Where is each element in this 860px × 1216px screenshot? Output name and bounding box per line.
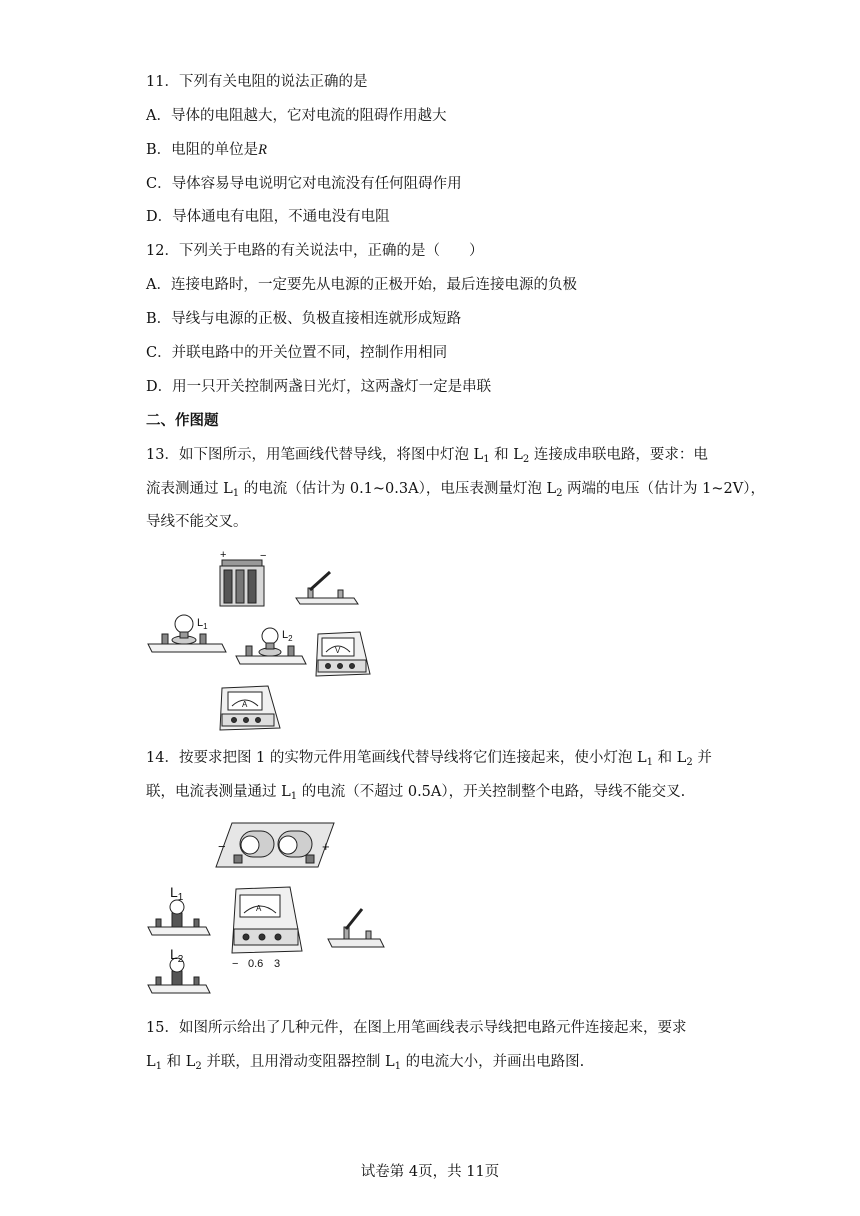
q12-option-d: D．用一只开关控制两盏日光灯，这两盏灯一定是串联: [146, 379, 492, 395]
ammeter-terminal-minus: −: [232, 958, 239, 970]
lamp-l1-label: $L_1$: [170, 884, 184, 903]
lamp-l1-icon: [148, 615, 226, 652]
q13-figure: [140, 548, 380, 738]
battery-pack-icon: [216, 823, 334, 867]
q14-line-2: 联，电流表测量通过 $L_1$ 的电流（不超过 0.5A），开关控制整个电路，导线不能交叉.: [146, 784, 686, 802]
q12-option-a: A．连接电路时，一定要先从电源的正极开始，最后连接电源的负极: [146, 277, 577, 293]
ammeter-icon: [220, 686, 280, 730]
q11-option-b: B．电阻的单位是R: [146, 142, 268, 158]
battery-minus-label: −: [260, 550, 267, 562]
page-footer: 试卷第 4页，共 11页: [360, 1164, 500, 1180]
battery-icon: [220, 560, 264, 606]
lamp-l2-label: $L_2$: [170, 946, 184, 965]
q14-figure: [140, 815, 390, 1005]
q15-line-1: 15．如图所示给出了几种元件，在图上用笔画线表示导线把电路元件连接起来，要求: [146, 1020, 687, 1036]
q13-line-2: 流表测通过 $L_1$ 的电流（估计为 0.1~0.3A），电压表测量灯泡 $L_2$ 两端的电压（估计为 1~2V），: [146, 481, 765, 499]
lamp-l2-label: $L_2$: [282, 629, 293, 643]
q14-line-1: 14．按要求把图 1 的实物元件用笔画线代替导线将它们连接起来，使小灯泡 $L_1$ 和 $L_2$ 并: [146, 750, 712, 768]
q12-stem: 12．下列关于电路的有关说法中，正确的是（ ）: [146, 243, 484, 259]
ammeter-icon: [232, 887, 302, 953]
ammeter-label: A: [256, 904, 262, 913]
q13-line-1: 13．如下图所示，用笔画线代替导线，将图中灯泡 $L_1$ 和 $L_2$ 连接成串联电路，要求：电: [146, 447, 708, 465]
battery-pack-minus-label: −: [218, 839, 226, 854]
q12-option-c: C．并联电路中的开关位置不同，控制作用相同: [146, 345, 448, 361]
switch-icon: [328, 909, 384, 947]
switch-icon: [296, 572, 358, 604]
q11-option-d: D．导体通电有电阻，不通电没有电阻: [146, 209, 390, 225]
lamp-l2-icon: [236, 628, 306, 664]
q11-option-a: A．导体的电阻越大，它对电流的阻碍作用越大: [146, 108, 447, 124]
lamp-l1-label: $L_1$: [197, 617, 208, 631]
lamp-l1-icon: [148, 900, 210, 935]
voltmeter-label: V: [335, 646, 341, 655]
battery-plus-label: +: [220, 549, 227, 561]
q11-option-c: C．导体容易导电说明它对电流没有任何阻碍作用: [146, 176, 462, 192]
q11-stem: 11．下列有关电阻的说法正确的是: [146, 74, 368, 90]
section-heading: 二、作图题: [146, 413, 219, 429]
ammeter-terminal-0-6: 0.6: [248, 958, 264, 970]
q12-option-b: B．导线与电源的正极、负极直接相连就形成短路: [146, 311, 462, 327]
ammeter-label: A: [242, 700, 248, 709]
q13-line-3: 导线不能交叉。: [146, 514, 248, 530]
q15-line-2: $L_1$ 和 $L_2$ 并联，且用滑动变阻器控制 $L_1$ 的电流大小，并画出电路图.: [146, 1054, 585, 1072]
voltmeter-icon: [316, 632, 370, 676]
battery-pack-plus-label: +: [322, 839, 330, 854]
ammeter-terminal-3: 3: [274, 958, 281, 970]
